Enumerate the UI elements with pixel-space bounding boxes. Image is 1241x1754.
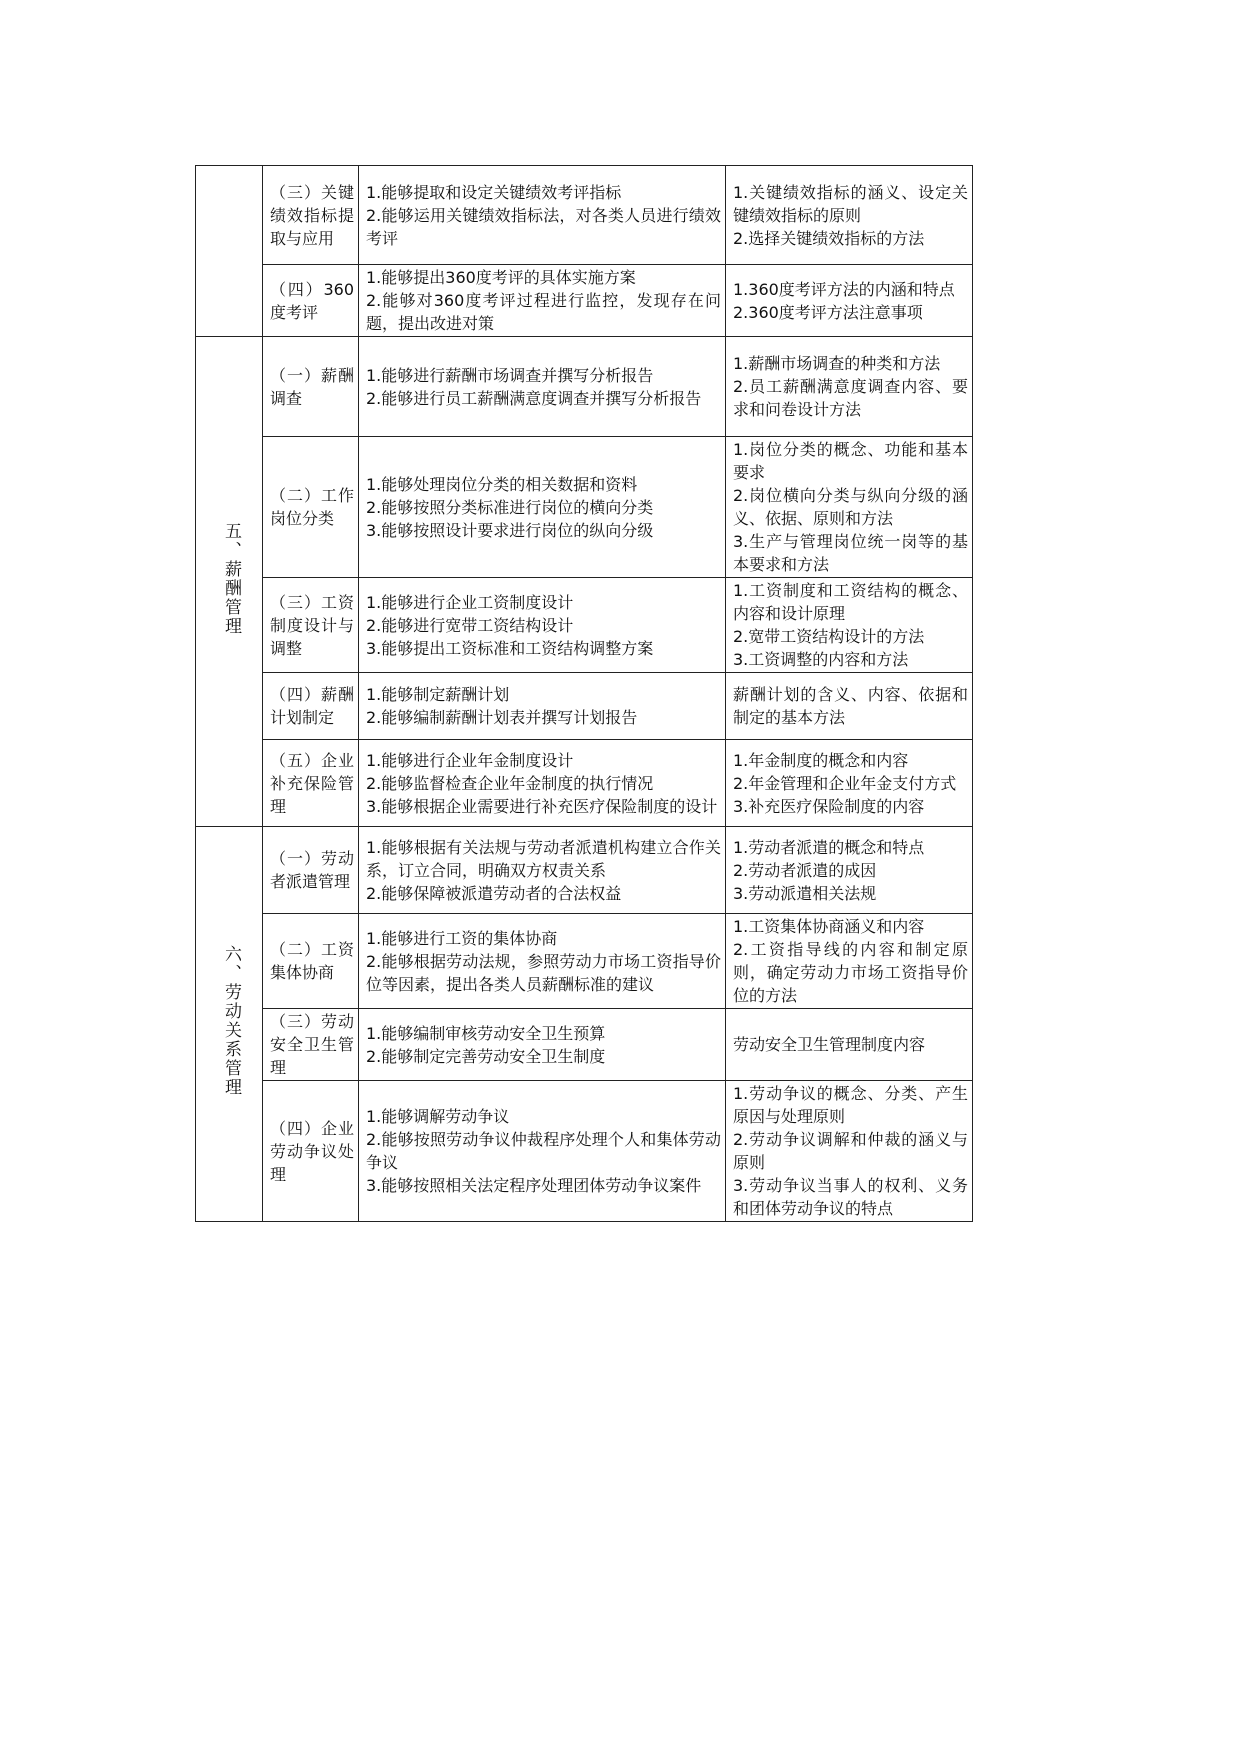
knowledge-item: 劳动安全卫生管理制度内容 [733,1035,926,1054]
skills-cell [359,265,726,337]
skill-item: 3.能够按照设计要求进行岗位的纵向分级 [366,520,654,540]
skill-item: 2.能够进行宽带工资结构设计 [366,615,574,635]
topic-label: （五）企业补充保险管理 [270,750,354,816]
knowledge-item: 3.工资调整的内容和方法 [733,650,909,669]
knowledge-cell [726,337,973,437]
skill-item: 1.能够提取和设定关键绩效考评指标 [366,182,622,202]
topic-cell [263,578,359,673]
knowledge-item: 3.劳动争议当事人的权利、义务和团体劳动争议的特点 [733,1176,968,1218]
skill-item: 2.能够按照劳动争议仲裁程序处理个人和集体劳动争议 [366,1130,721,1172]
skill-item: 3.能够根据企业需要进行补充医疗保险制度的设计 [366,796,718,816]
table-row [196,265,973,337]
skills-cell [359,1081,726,1222]
topic-label: （三）工资制度设计与调整 [270,592,354,658]
skill-item: 1.能够进行企业年金制度设计 [366,750,574,770]
table-row [196,166,973,265]
skill-item: 1.能够调解劳动争议 [366,1107,510,1126]
knowledge-item: 1.工资集体协商涵义和内容 [733,917,925,936]
skill-item: 1.能够提出360度考评的具体实施方案 [366,268,636,287]
knowledge-cell [726,166,973,265]
knowledge-item: 2.劳动者派遣的成因 [733,860,877,880]
knowledge-item: 1.岗位分类的概念、功能和基本要求 [733,440,968,482]
topic-label: （三）关键绩效指标提取与应用 [270,182,354,248]
skill-item: 1.能够制定薪酬计划 [366,685,510,704]
section-title-cell [196,827,263,1222]
topic-label: （二）工资集体协商 [270,940,354,982]
skill-item: 2.能够对360度考评过程进行监控，发现存在问题，提出改进对策 [366,291,721,333]
knowledge-item: 3.劳动派遣相关法规 [733,883,877,903]
skill-item: 2.能够保障被派遣劳动者的合法权益 [366,883,622,903]
skills-cell [359,1009,726,1081]
knowledge-item: 2.360度考评方法注意事项 [733,302,923,322]
knowledge-cell [726,740,973,827]
skill-item: 1.能够进行企业工资制度设计 [366,592,574,612]
skill-item: 2.能够运用关键绩效指标法，对各类人员进行绩效考评 [366,205,721,248]
knowledge-cell [726,914,973,1009]
knowledge-item: 2.年金管理和企业年金支付方式 [733,773,957,793]
skill-item: 2.能够编制薪酬计划表并撰写计划报告 [366,708,638,727]
topic-cell [263,337,359,437]
topic-cell [263,673,359,740]
knowledge-item: 1.劳动者派遣的概念和特点 [733,837,925,857]
skills-cell [359,673,726,740]
topic-cell [263,827,359,914]
skill-item: 1.能够编制审核劳动安全卫生预算 [366,1023,606,1043]
skill-item: 2.能够根据劳动法规，参照劳动力市场工资指导价位等因素，提出各类人员薪酬标准的建议 [366,951,721,994]
skills-cell [359,827,726,914]
topic-cell [263,437,359,578]
topic-label: （二）工作岗位分类 [270,486,354,528]
skills-cell [359,337,726,437]
section-title: 六、劳动关系管理 [221,945,241,1097]
skills-cell [359,437,726,578]
knowledge-cell [726,827,973,914]
skill-item: 1.能够进行薪酬市场调查并撰写分析报告 [366,365,654,385]
skills-cell [359,740,726,827]
skill-item: 2.能够监督检查企业年金制度的执行情况 [366,773,654,793]
competency-table [195,165,973,1222]
section-title: 五、薪酬管理 [221,521,241,636]
topic-cell [263,740,359,827]
topic-label: （一）薪酬调查 [270,365,354,408]
skills-cell [359,578,726,673]
skill-item: 3.能够按照相关法定程序处理团体劳动争议案件 [366,1176,702,1195]
knowledge-cell [726,578,973,673]
table-row [196,1081,973,1222]
knowledge-item: 2.劳动争议调解和仲裁的涵义与原则 [733,1130,968,1172]
knowledge-item: 1.薪酬市场调查的种类和方法 [733,354,941,373]
knowledge-cell [726,265,973,337]
topic-cell [263,265,359,337]
skill-item: 3.能够提出工资标准和工资结构调整方案 [366,638,654,658]
topic-label: （四）企业劳动争议处理 [270,1118,354,1184]
knowledge-item: 2.选择关键绩效指标的方法 [733,228,925,248]
knowledge-item: 1.关键绩效指标的涵义、设定关键绩效指标的原则 [733,182,968,225]
topic-label: （四）360度考评 [270,279,354,322]
knowledge-item: 2.员工薪酬满意度调查内容、要求和问卷设计方法 [733,377,968,419]
table-row [196,740,973,827]
knowledge-cell [726,437,973,578]
knowledge-item: 2.工资指导线的内容和制定原则，确定劳动力市场工资指导价位的方法 [733,940,968,1005]
knowledge-item: 1.年金制度的概念和内容 [733,750,909,770]
skill-item: 1.能够进行工资的集体协商 [366,928,558,948]
table-row [196,578,973,673]
knowledge-item: 3.生产与管理岗位统一岗等的基本要求和方法 [733,532,968,574]
topic-cell [263,1081,359,1222]
knowledge-item: 2.岗位横向分类与纵向分级的涵义、依据、原则和方法 [733,486,968,528]
table-row [196,337,973,437]
skill-item: 1.能够根据有关法规与劳动者派遣机构建立合作关系，订立合同，明确双方权责关系 [366,837,721,880]
skill-item: 2.能够进行员工薪酬满意度调查并撰写分析报告 [366,388,702,408]
topic-label: （一）劳动者派遣管理 [270,849,354,891]
topic-cell [263,1009,359,1081]
knowledge-item: 1.360度考评方法的内涵和特点 [733,279,955,299]
table-body [196,166,973,1222]
section-title-cell [196,166,263,337]
skill-item: 2.能够制定完善劳动安全卫生制度 [366,1046,606,1066]
topic-label: （三）劳动安全卫生管理 [270,1012,354,1077]
knowledge-item: 薪酬计划的含义、内容、依据和制定的基本方法 [733,685,968,727]
section-title-cell [196,337,263,827]
knowledge-item: 2.宽带工资结构设计的方法 [733,627,925,646]
topic-cell [263,166,359,265]
knowledge-cell [726,673,973,740]
skill-item: 1.能够处理岗位分类的相关数据和资料 [366,474,638,494]
knowledge-item: 3.补充医疗保险制度的内容 [733,796,925,816]
table-row [196,673,973,740]
knowledge-item: 1.工资制度和工资结构的概念、内容和设计原理 [733,581,968,623]
knowledge-cell [726,1081,973,1222]
skills-cell [359,914,726,1009]
table-row [196,1009,973,1081]
knowledge-cell [726,1009,973,1081]
topic-label: （四）薪酬计划制定 [270,685,354,727]
table-row [196,437,973,578]
skills-cell [359,166,726,265]
topic-cell [263,914,359,1009]
knowledge-item: 1.劳动争议的概念、分类、产生原因与处理原则 [733,1084,968,1126]
skill-item: 2.能够按照分类标准进行岗位的横向分类 [366,497,654,517]
table-row [196,827,973,914]
table-row [196,914,973,1009]
